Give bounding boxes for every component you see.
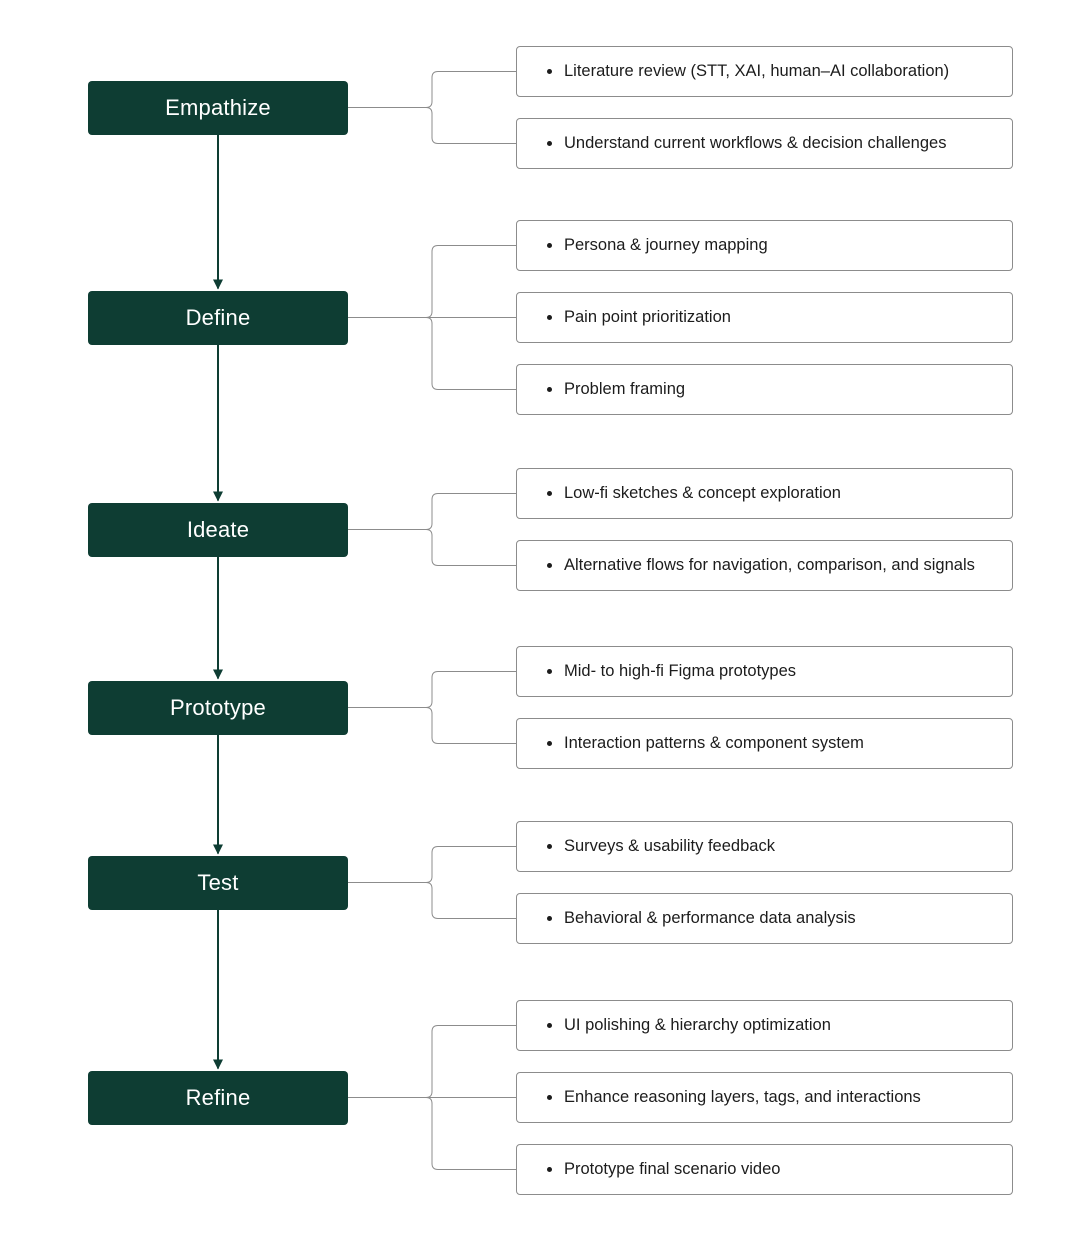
task-item-label: Problem framing <box>564 379 686 398</box>
task-item-label: Enhance reasoning layers, tags, and interactions <box>564 1087 921 1106</box>
task-item-label: Low-fi sketches & concept exploration <box>564 483 841 502</box>
task-item <box>516 46 1013 97</box>
stage-label: Define <box>185 304 251 330</box>
task-item <box>516 893 1013 944</box>
task-item <box>516 1072 1013 1123</box>
task-item-label: Understand current workflows & decision challenges <box>564 133 947 152</box>
stage-prototype <box>88 681 348 735</box>
bullet-icon <box>547 1167 552 1172</box>
task-item-label: Interaction patterns & component system <box>564 733 864 752</box>
stage-label: Empathize <box>165 94 271 120</box>
task-item <box>516 292 1013 343</box>
task-item-label: Behavioral & performance data analysis <box>564 908 856 927</box>
bullet-icon <box>547 491 552 496</box>
stage-item-connector <box>348 883 516 919</box>
task-item-label: Alternative flows for navigation, comparison, and signals <box>564 555 975 574</box>
stage-ideate <box>88 503 348 557</box>
bullet-icon <box>547 387 552 392</box>
stage-refine <box>88 1071 348 1125</box>
stage-label: Prototype <box>170 694 266 720</box>
stage-test <box>88 856 348 910</box>
bullet-icon <box>547 243 552 248</box>
stage-item-connector <box>348 847 516 883</box>
task-item <box>516 540 1013 591</box>
task-item <box>516 364 1013 415</box>
stage-item-connector <box>348 72 516 108</box>
stage-item-connector <box>348 1098 516 1170</box>
stage-empathize <box>88 81 348 135</box>
bullet-icon <box>547 69 552 74</box>
stage-label: Refine <box>185 1084 251 1110</box>
stage-item-connector <box>348 318 516 390</box>
task-item <box>516 821 1013 872</box>
task-item <box>516 646 1013 697</box>
bullet-icon <box>547 1095 552 1100</box>
bullet-icon <box>547 669 552 674</box>
bullet-icon <box>547 844 552 849</box>
stage-item-connector <box>348 530 516 566</box>
bullet-icon <box>547 916 552 921</box>
stage-label: Ideate <box>186 516 250 542</box>
task-item-label: Prototype final scenario video <box>564 1159 781 1178</box>
stage-item-connector <box>348 246 516 318</box>
stage-item-connector <box>348 708 516 744</box>
bullet-icon <box>547 741 552 746</box>
bullet-icon <box>547 315 552 320</box>
task-item-label: Literature review (STT, XAI, human–AI collaboration) <box>564 61 950 80</box>
task-item <box>516 1000 1013 1051</box>
bullet-icon <box>547 563 552 568</box>
task-item-label: Persona & journey mapping <box>564 235 768 254</box>
stage-item-connector <box>348 108 516 144</box>
task-item-label: UI polishing & hierarchy optimization <box>564 1015 831 1034</box>
task-item-label: Surveys & usability feedback <box>564 836 775 855</box>
task-item-label: Pain point prioritization <box>564 307 731 326</box>
stage-item-connector <box>348 672 516 708</box>
stage-item-connector <box>348 494 516 530</box>
stage-label: Test <box>197 869 239 895</box>
task-item-label: Mid- to high-fi Figma prototypes <box>564 661 797 680</box>
task-item <box>516 718 1013 769</box>
task-item <box>516 1144 1013 1195</box>
stage-item-connector <box>348 1026 516 1098</box>
stage-define <box>88 291 348 345</box>
task-item <box>516 468 1013 519</box>
bullet-icon <box>547 141 552 146</box>
bullet-icon <box>547 1023 552 1028</box>
task-item <box>516 220 1013 271</box>
task-item <box>516 118 1013 169</box>
